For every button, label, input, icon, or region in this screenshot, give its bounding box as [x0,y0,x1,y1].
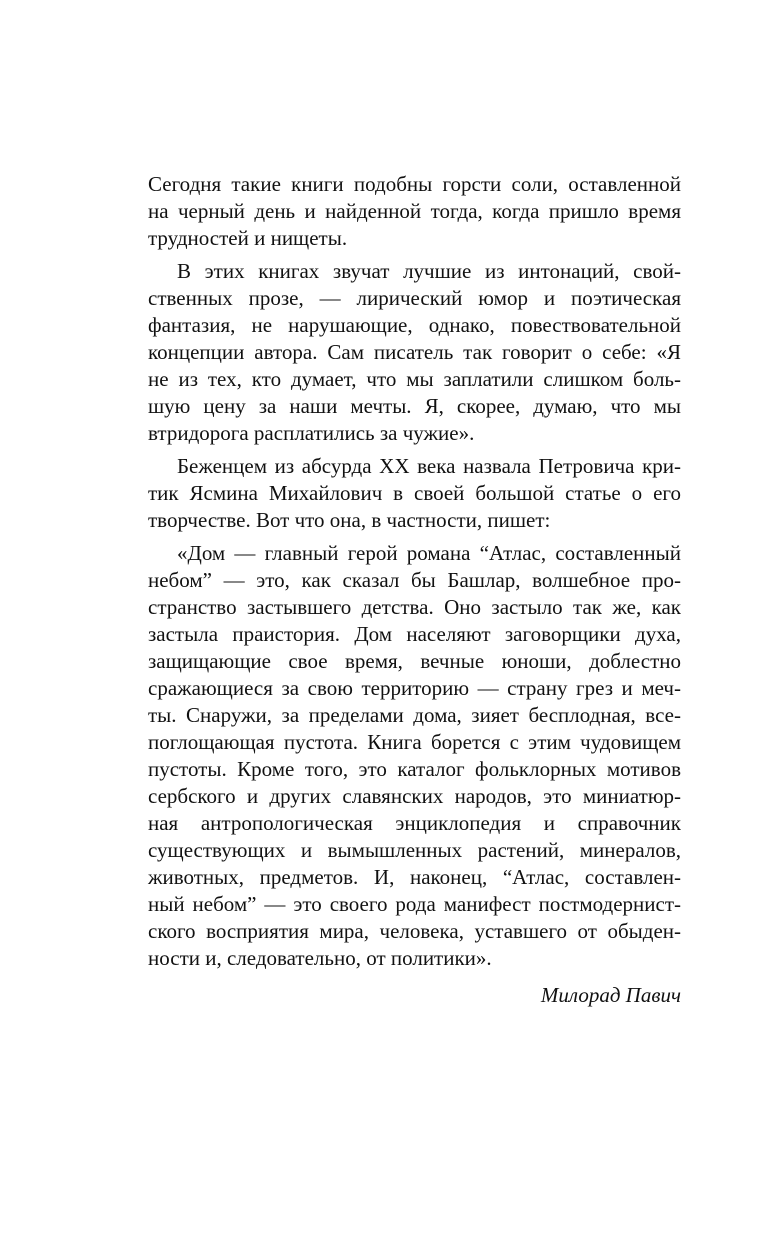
text-line: ная антропологическая энциклопедия и справочник [148,811,681,835]
text-line: на черный день и найденной тогда, когда пришло время [148,199,681,223]
text-line: пустоты. Кроме того, это каталог фольклорных мотивов [148,757,681,781]
text-line: Сегодня такие книги подобны горсти соли, оставленной [148,172,681,196]
text-line: ты. Снаружи, за пределами дома, зияет бесплодная, все- [148,703,681,727]
text-line: творчестве. Вот что она, в частности, пишет: [148,508,551,532]
text-line: втридорога расплатились за чужие». [148,421,475,445]
text-line: существующих и вымышленных растений, минералов, [148,838,681,862]
text-line: «Дом — главный герой романа “Атлас, составленный [177,541,681,565]
text-line: небом” — это, как сказал бы Башлар, волшебное про- [148,568,681,592]
text-line: защищающие свое время, вечные юноши, доблестно [148,649,681,673]
text-line: ского восприятия мира, человека, уставшего от обыден- [148,919,681,943]
text-line: сражающиеся за свою территорию — страну грез и меч- [148,676,681,700]
paragraph-1 [148,171,681,252]
text-line: ный небом” — это своего рода манифест постмодернист- [148,892,681,916]
text-line: Беженцем из абсурда XX века назвала Петровича кри- [177,454,681,478]
text-line: странство застывшего детства. Оно застыло так же, как [148,595,681,619]
paragraph-2 [148,258,681,447]
text-line: фантазия, не нарушающие, однако, повествовательной [148,313,681,337]
text-line: трудностей и нищеты. [148,226,348,250]
text-line: не из тех, кто думает, что мы заплатили слишком боль- [148,367,681,391]
text-line: сербского и других славянских народов, это миниатюр- [148,784,681,808]
text-line: концепции автора. Сам писатель так говорит о себе: «Я [148,340,681,364]
text-line: животных, предметов. И, наконец, “Атлас, составлен- [148,865,681,889]
text-line: В этих книгах звучат лучшие из интонаций, свой- [177,259,681,283]
text-line: ности и, следовательно, от политики». [148,946,492,970]
paragraph-3 [148,453,681,534]
paragraph-4-quote [148,540,681,972]
document-page [148,171,681,1009]
text-line: тик Ясмина Михайлович в своей большой статье о его [148,481,681,505]
text-line: ственных прозе, — лирический юмор и поэтическая [148,286,681,310]
text-line: шую цену за наши мечты. Я, скорее, думаю, что мы [148,394,681,418]
author-signature: Милорад Павич [540,983,681,1007]
text-line: застыла праистория. Дом населяют заговорщики духа, [148,622,681,646]
text-line: поглощающая пустота. Книга борется с этим чудовищем [148,730,681,754]
